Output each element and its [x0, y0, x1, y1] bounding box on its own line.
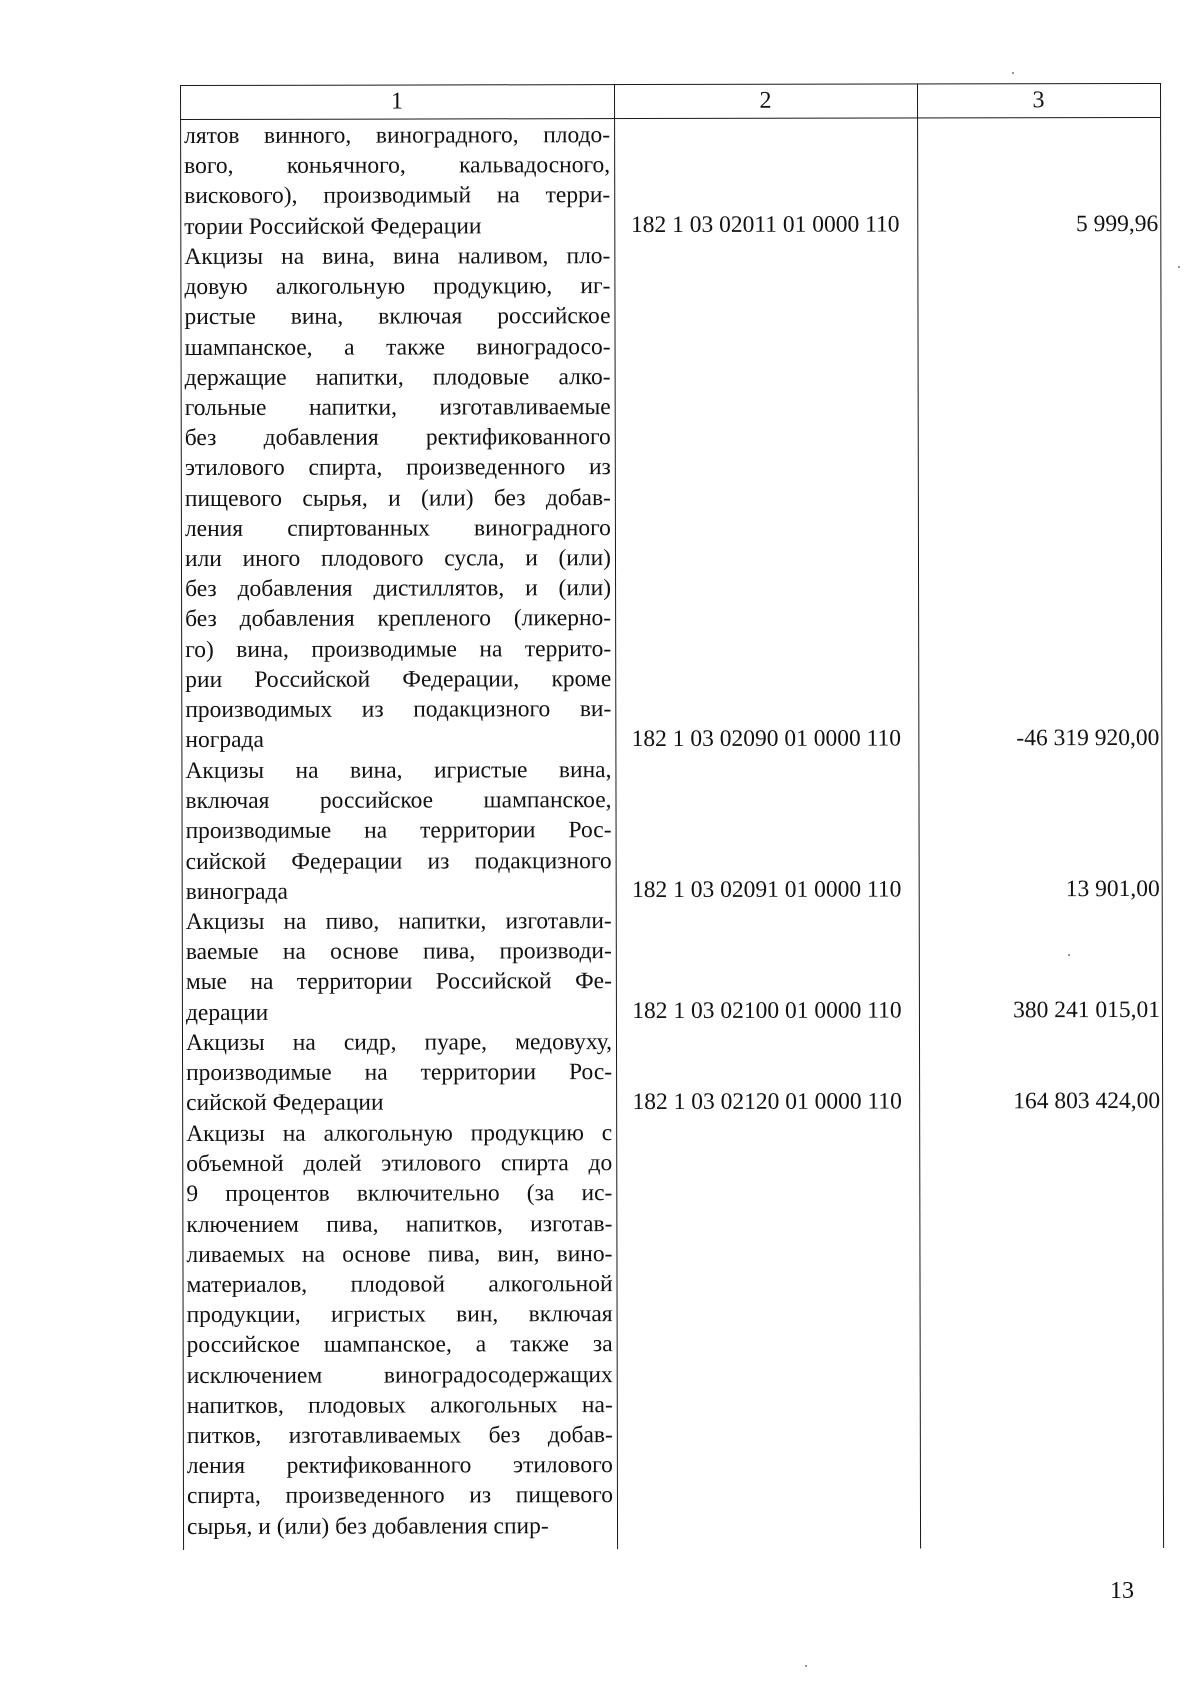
row-2-description: [184, 241, 611, 755]
description-line: ления спиртованных виноградного: [184, 514, 611, 542]
description-line: дерации: [185, 999, 269, 1026]
page-number: 13: [1110, 1578, 1134, 1604]
scan-speck: [1178, 266, 1180, 268]
row-1-description: [184, 120, 610, 242]
description-line: ключением пива, напитков, изготав-: [186, 1210, 613, 1238]
description-line: ристые вина, включая российское: [184, 303, 611, 331]
description-line: без добавления ректификованного: [184, 424, 611, 452]
description-line: включая российское шампанское,: [185, 787, 612, 815]
scan-speck: [805, 1665, 807, 1667]
description-line: материалов, плодовой алкогольной: [186, 1271, 613, 1299]
description-line: питков, изготавливаемых без добав-: [186, 1422, 613, 1450]
description-line: ливаемых на основе пива, вин, вино-: [186, 1240, 613, 1268]
description-line: продукции, игристых вин, включая: [186, 1301, 613, 1329]
column-2-left-border: [614, 84, 618, 1549]
description-line: исключением виноградосодержащих: [186, 1361, 613, 1389]
scan-speck: [1012, 72, 1014, 74]
description-line: довую алкогольную продукцию, иг-: [184, 273, 611, 301]
revenue-table: [180, 83, 1163, 1550]
description-line: напитков, плодовых алкогольных на-: [186, 1391, 613, 1419]
description-line: сырья, и (или) без добавления спир-: [186, 1512, 549, 1540]
row-4-amount: 380 241 015,01: [1013, 996, 1160, 1024]
row-1-amount: 5 999,96: [1076, 210, 1159, 238]
row-3-amount: 13 901,00: [1065, 875, 1160, 903]
description-line: 9 процентов включительно (за ис-: [186, 1180, 613, 1208]
description-line: российское шампанское, а также за: [186, 1331, 613, 1359]
column-header-1: 1: [391, 88, 404, 115]
scan-speck: [1068, 954, 1070, 956]
row-3-code: 182 1 03 02091 01 0000 110: [631, 876, 902, 904]
description-line: этилового спирта, произведенного из: [184, 454, 611, 482]
row-3-description: [185, 755, 611, 907]
description-line: сийской Федерации из подакцизного: [185, 847, 612, 875]
description-line: Акцизы на сидр, пуаре, медовуху,: [185, 1029, 613, 1056]
description-line: винограда: [185, 878, 288, 905]
row-5-code: 182 1 03 02120 01 0000 110: [632, 1088, 902, 1116]
description-line: производимые на территории Рос-: [186, 1059, 613, 1087]
description-line: Акцизы на алкогольную продукцию с: [186, 1120, 613, 1147]
column-1-left-border: [180, 85, 184, 1550]
description-line: вискового), производимый на терри-: [184, 182, 611, 210]
description-line: тории Российской Федерации: [184, 212, 482, 240]
description-line: без добавления дистиллятов, и (или): [185, 575, 612, 603]
description-line: держащие напитки, плодовые алко-: [184, 363, 611, 391]
description-line: Акцизы на вина, игристые вина,: [185, 757, 612, 784]
description-line: шампанское, а также виноградосо-: [184, 333, 611, 361]
row-5-amount: 164 803 424,00: [1013, 1087, 1161, 1115]
header-bottom-border: [180, 117, 1160, 120]
description-line: ления ректификованного этилового: [186, 1452, 613, 1480]
description-line: мые на территории Российской Фе-: [185, 968, 612, 996]
row-4-description: [186, 906, 612, 1028]
description-line: нограда: [185, 727, 264, 754]
row-2-code: 182 1 03 02090 01 0000 110: [631, 725, 902, 753]
description-line: или иного плодового сусла, и (или): [184, 545, 612, 573]
description-line: производимые на территории Рос-: [185, 817, 612, 845]
description-line: Акцизы на пиво, напитки, изготавли-: [185, 908, 612, 935]
description-line: объемной долей этилового спирта до: [186, 1150, 613, 1178]
row-4-code: 182 1 03 02100 01 0000 110: [632, 997, 902, 1025]
description-line: гольные напитки, изготавливаемые: [184, 394, 611, 422]
description-line: вого, коньячного, кальвадосного,: [184, 152, 611, 180]
column-header-3: 3: [1032, 87, 1045, 114]
description-line: сийской Федерации: [186, 1089, 384, 1117]
row-1-code: 182 1 03 02011 01 0000 110: [631, 211, 900, 239]
description-line: производимых из подакцизного ви-: [185, 696, 612, 724]
row-5-description: [186, 1027, 612, 1119]
column-header-2: 2: [759, 87, 772, 114]
description-line: го) вина, производимые на террито-: [185, 635, 612, 663]
description-line: пищевого сырья, и (или) без добав-: [184, 484, 611, 512]
column-3-right-border: [1160, 83, 1164, 1548]
description-line: без добавления крепленого (ликерно-: [185, 605, 612, 633]
row-2-amount: -46 319 920,00: [1016, 724, 1160, 752]
description-line: Акцизы на вина, вина наливом, пло-: [184, 243, 611, 270]
column-3-left-border: [917, 83, 921, 1548]
description-line: лятов винного, виноградного, плодо-: [184, 122, 611, 149]
row-6-description: [186, 1118, 613, 1542]
description-line: спирта, произведенного из пищевого: [186, 1482, 613, 1510]
description-line: ваемые на основе пива, производи-: [185, 938, 612, 966]
description-line: рии Российской Федерации, кроме: [185, 665, 612, 693]
